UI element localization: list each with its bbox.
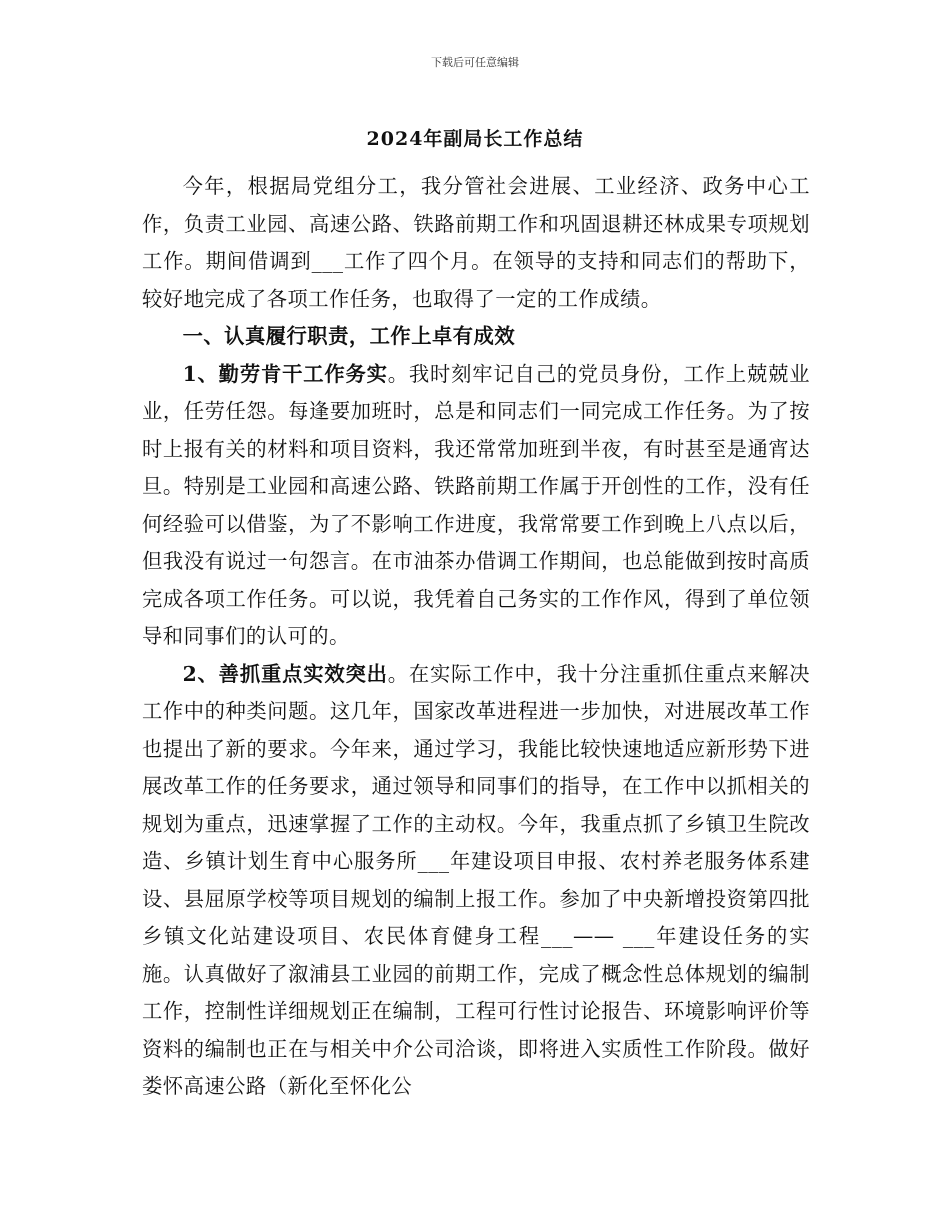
item-paragraph-1 (142, 356, 810, 656)
section-heading: 一、认真履行职责，工作上卓有成效 (182, 324, 516, 348)
intro-paragraph: 今年，根据局党组分工，我分管社会进展、工业经济、政务中心工作，负责工业园、高速公路、铁路前期工作和巩固退耕还林成果专项规划工作。期间借调到___工作了四个月。在领导的支持和同志们的帮助下，较好地完成了各项工作任务，也取得了一定的工作成绩。 (142, 174, 810, 311)
item-paragraph-2 (142, 656, 810, 1106)
item-lead-1: 1、勤劳肯干工作务实 (182, 361, 388, 386)
document-body (142, 168, 810, 1106)
item-text-1: 。我时刻牢记自己的党员身份，工作上兢兢业业，任劳任怨。每逢要加班时，总是和同志们一同完成工作任务。为了按时上报有关的材料和项目资料，我还常常加班到半夜，有时甚至是通宵达旦。特别是工业园和高速公路、铁路前期工作属于开创性的工作，没有任何经验可以借鉴，为了不影响工作进度，我常常要工作到晚上八点以后，但我没有说过一句怨言。在市油茶办借调工作期间，也总能做到按时高质完成各项工作任务。可以说，我凭着自己务实的工作作风，得到了单位领导和同事们的认可的。 (142, 361, 810, 648)
item-lead-2: 2、善抓重点实效突出 (182, 661, 388, 686)
header-note: 下载后可任意编辑 (431, 56, 519, 69)
document-title: 2024年副局长工作总结 (366, 128, 584, 150)
item-text-2: 。在实际工作中，我十分注重抓住重点来解决工作中的种类问题。这几年，国家改革进程进一步加快，对进展改革工作也提出了新的要求。今年来，通过学习，我能比较快速地适应新形势下进展改革工作的任务要求，通过领导和同事们的指导，在工作中以抓相关的规划为重点，迅速掌握了工作的主动权。今年，我重点抓了乡镇卫生院改造、乡镇计划生育中心服务所___年建设项目申报、农村养老服务体系建设、县屈原学校等项目规划的编制上报工作。参加了中央新增投资第四批乡镇文化站建设项目、农民体育健身工程___—— ___年建设任务的实施。认真做好了溆浦县工业园的前期工作，完成了概念性总体规划的编制工作，控制性详细规划正在编制，工程可行性讨论报告、环境影响评价等资料的编制也正在与相关中介公司洽谈，即将进入实质性工作阶段。做好娄怀高速公路（新化至怀化公 (142, 661, 810, 1098)
